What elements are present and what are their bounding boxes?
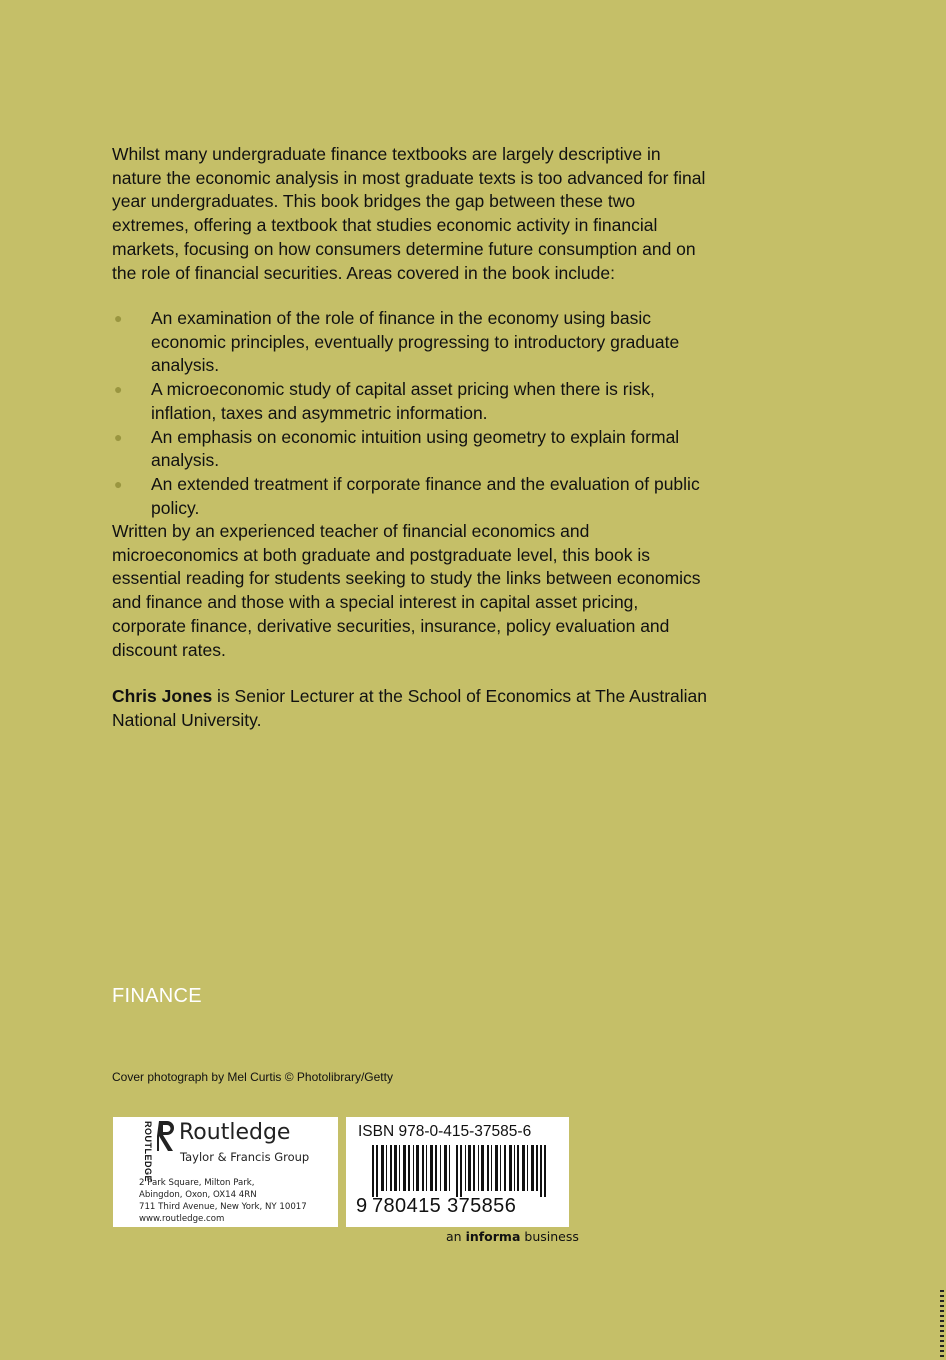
isbn-label: ISBN 978-0-415-37585-6: [358, 1123, 532, 1140]
cover-credit: Cover photograph by Mel Curtis © Photolibrary/Getty: [112, 1070, 393, 1084]
author-bio: [112, 685, 712, 732]
list-item: [112, 307, 712, 378]
subject-category: FINANCE: [112, 985, 202, 1007]
closing-paragraph: Written by an experienced teacher of financial economics and microeconomics at both graduate and postgraduate level, this book is essential reading for students seeking to study the links between economics and finance and those with a special interest in capital asset pricing, corporate finance, derivative securities, insurance, policy evaluation and discount rates.: [112, 521, 701, 660]
bullet-icon: ●: [114, 428, 123, 445]
list-item: [112, 378, 712, 425]
address-line: Abingdon, Oxon, OX14 4RN: [139, 1190, 257, 1200]
bullet-icon: ●: [114, 475, 123, 492]
informa-tagline: [446, 1229, 579, 1244]
publisher-vertical-mark: ROUTLEDGE: [143, 1121, 153, 1183]
informa-prefix: an: [446, 1229, 466, 1244]
publisher-url: www.routledge.com: [139, 1214, 225, 1224]
publisher-address: [139, 1177, 307, 1225]
publisher-name: Routledge: [179, 1120, 291, 1145]
bullet-icon: ●: [114, 310, 123, 326]
list-item-text: An examination of the role of finance in the economy using basic economic principles, eventually progressing to introductory graduate analysis.: [151, 308, 680, 376]
edge-registration-mark: [940, 1290, 944, 1360]
ean-digits: 780415 375856: [372, 1195, 517, 1217]
barcode-icon: [372, 1145, 552, 1197]
address-line: 2 Park Square, Milton Park,: [139, 1178, 255, 1188]
routledge-logo-icon: [157, 1119, 177, 1153]
author-bio-text: is Senior Lecturer at the School of Economics at The Australian National University.: [112, 686, 707, 730]
informa-brand: informa: [465, 1229, 521, 1244]
list-item: [112, 473, 712, 520]
list-item: [112, 426, 712, 473]
feature-list: [112, 307, 712, 520]
informa-suffix: business: [520, 1229, 579, 1244]
publisher-box: [113, 1117, 338, 1227]
publisher-group: Taylor & Francis Group: [180, 1150, 310, 1164]
author-name: Chris Jones: [112, 686, 213, 706]
isbn-box: [346, 1117, 569, 1227]
ean-lead-digit: 9: [356, 1195, 368, 1217]
address-line: 711 Third Avenue, New York, NY 10017: [139, 1202, 307, 1212]
list-item-text: An extended treatment if corporate finance and the evaluation of public policy.: [151, 473, 700, 518]
list-item-text: A microeconomic study of capital asset pricing when there is risk, inflation, taxes and asymmetric information.: [151, 379, 655, 423]
bullet-icon: ●: [114, 381, 123, 398]
list-item-text: An emphasis on economic intuition using geometry to explain formal analysis.: [151, 426, 680, 471]
intro-paragraph: Whilst many undergraduate finance textbooks are largely descriptive in nature the economic analysis in most graduate texts is too advanced for final year undergraduates. This book bridges the gap between these two extremes, offering a textbook that studies economic activity in financial markets, focusing on how consumers determine future consumption and on the role of financial securities. Areas covered in the book include:: [112, 144, 706, 283]
